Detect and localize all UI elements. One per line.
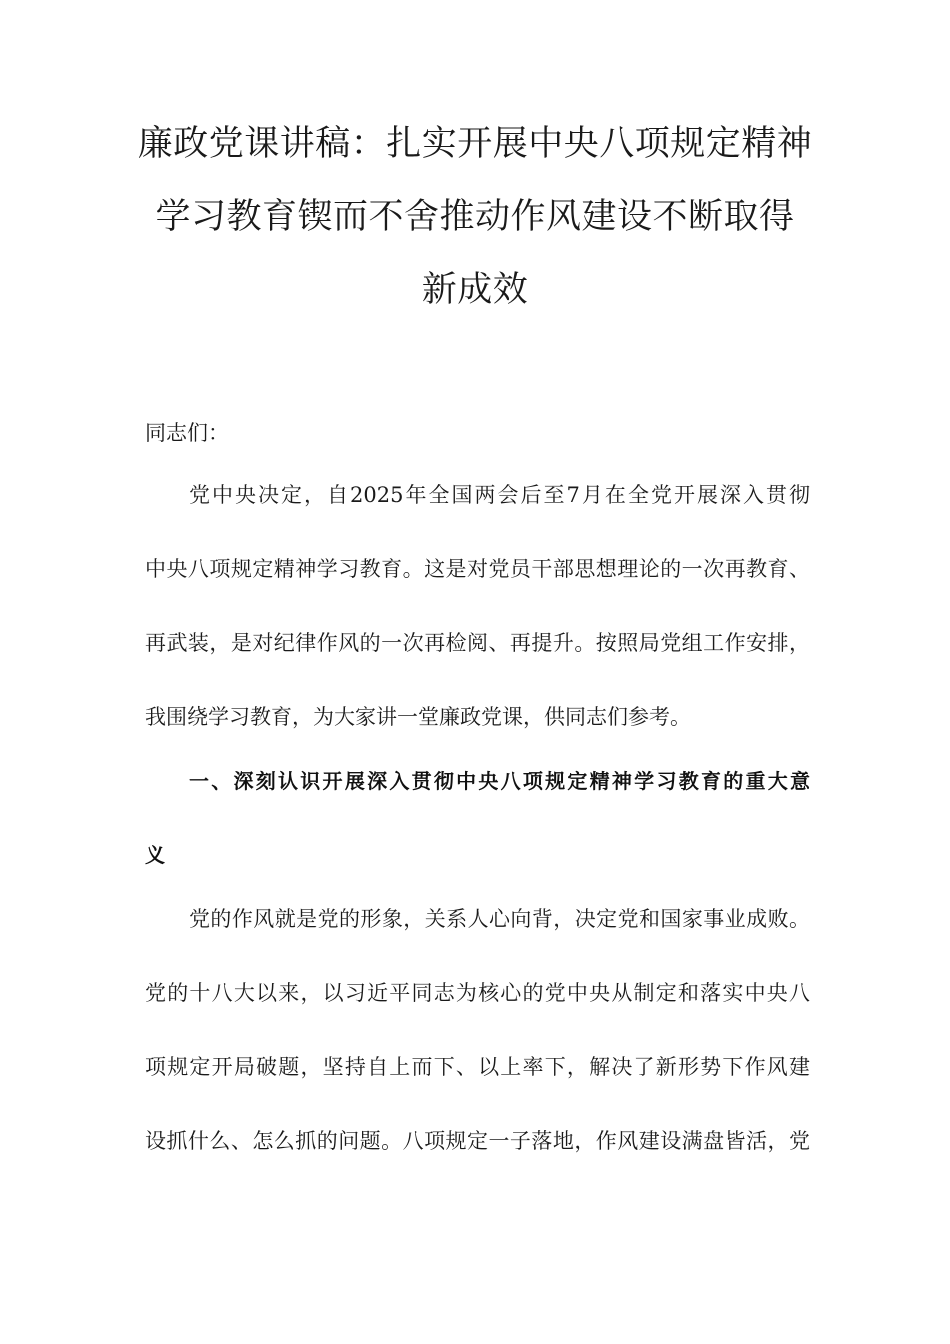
paragraph-2-line-3: 项规定开局破题，坚持自上而下、以上率下，解决了新形势下作风建: [145, 1055, 810, 1079]
document-title-line-3: 新成效: [421, 270, 529, 310]
section-1-heading-line-1: 一、深刻认识开展深入贯彻中央八项规定精神学习教育的重大意: [189, 769, 810, 793]
document-title-line-1: 廉政党课讲稿：扎实开展中央八项规定精神: [137, 124, 813, 164]
document-title-line-2: 学习教育锲而不舍推动作风建设不断取得: [155, 197, 795, 237]
paragraph-2-line-4: 设抓什么、怎么抓的问题。八项规定一子落地，作风建设满盘皆活，党: [145, 1129, 810, 1153]
paragraph-1-line-3: 再武装，是对纪律作风的一次再检阅、再提升。按照局党组工作安排，: [145, 631, 810, 655]
salutation: 同志们：: [145, 421, 229, 445]
paragraph-1-line-1: 党中央决定，自2025年全国两会后至7月在全党开展深入贯彻: [189, 483, 810, 507]
paragraph-1-line-4: 我围绕学习教育，为大家讲一堂廉政党课，供同志们参考。: [145, 705, 691, 729]
section-1-heading-line-2: 义: [145, 843, 165, 867]
paragraph-2-line-1: 党的作风就是党的形象，关系人心向背，决定党和国家事业成败。: [189, 907, 810, 931]
paragraph-1-line-2: 中央八项规定精神学习教育。这是对党员干部思想理论的一次再教育、: [145, 557, 810, 581]
paragraph-2-line-2: 党的十八大以来，以习近平同志为核心的党中央从制定和落实中央八: [145, 981, 810, 1005]
